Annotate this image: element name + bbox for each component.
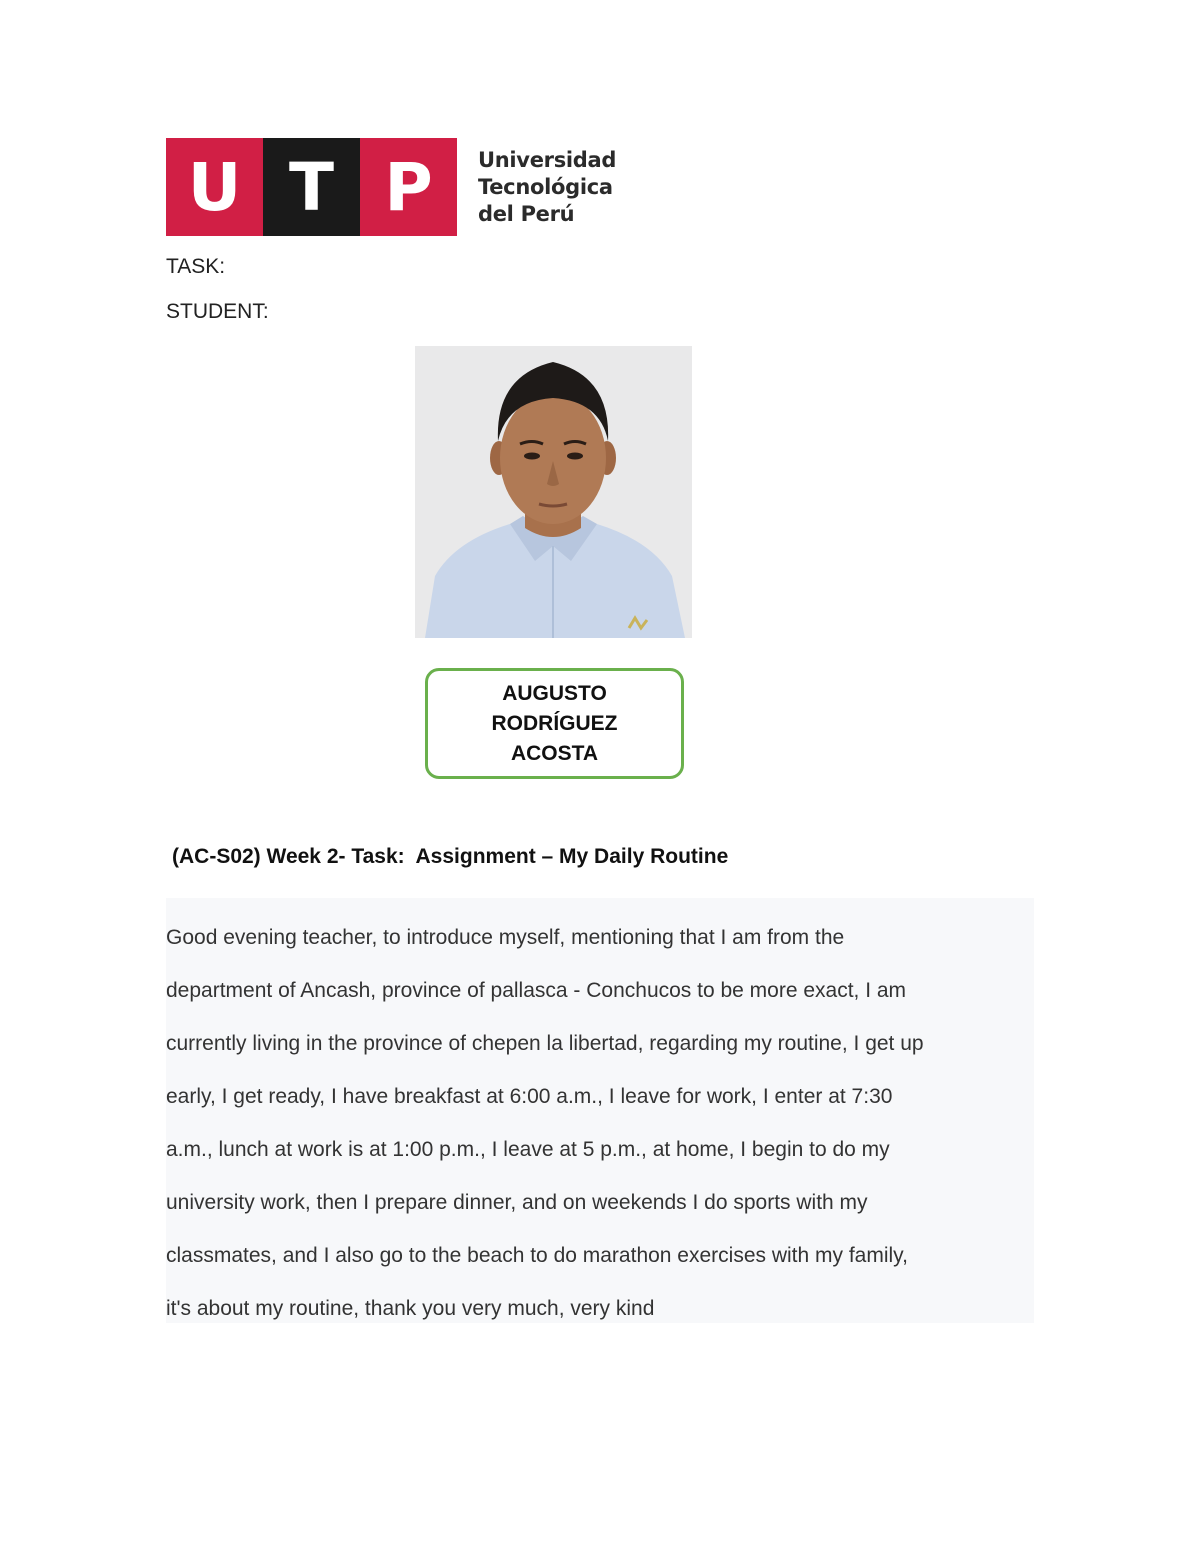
student-last-name: RODRÍGUEZ [491, 711, 618, 735]
utp-logo [166, 138, 616, 236]
student-label: STUDENT: [166, 300, 269, 323]
university-name [478, 147, 616, 228]
student-name-box [425, 668, 684, 779]
logo-letter-u: U [166, 138, 263, 236]
university-name-line: Universidad [478, 147, 617, 172]
student-first-name: AUGUSTO [502, 681, 607, 705]
student-portrait-image [415, 346, 692, 638]
university-name-line: del Perú [478, 201, 575, 226]
university-name-line: Tecnológica [478, 174, 613, 199]
logo-letter-t: T [263, 138, 360, 236]
student-second-last-name: ACOSTA [510, 741, 599, 765]
body-line: a.m., lunch at work is at 1:00 p.m., I leave at 5 p.m., at home, I begin to do my [166, 1138, 890, 1161]
body-line: early, I get ready, I have breakfast at 6:00 a.m., I leave for work, I enter at 7:30 [166, 1085, 893, 1108]
task-label: TASK: [166, 255, 226, 278]
utp-logo-blocks [166, 138, 457, 236]
logo-letter-p: P [360, 138, 457, 236]
body-line: currently living in the province of chepen la libertad, regarding my routine, I get up [166, 1032, 924, 1055]
body-line: university work, then I prepare dinner, and on weekends I do sports with my [166, 1191, 868, 1214]
assignment-title: (AC-S02) Week 2- Task: Assignment – My Daily Routine [172, 845, 729, 868]
student-photo [415, 346, 692, 638]
body-line: Good evening teacher, to introduce myself, mentioning that I am from the [166, 926, 845, 949]
body-line: classmates, and I also go to the beach to do marathon exercises with my family, [166, 1244, 908, 1267]
body-line: it's about my routine, thank you very much, very kind [166, 1297, 655, 1320]
assignment-body [166, 898, 1034, 1323]
body-line: department of Ancash, province of pallasca - Conchucos to be more exact, I am [166, 979, 907, 1002]
